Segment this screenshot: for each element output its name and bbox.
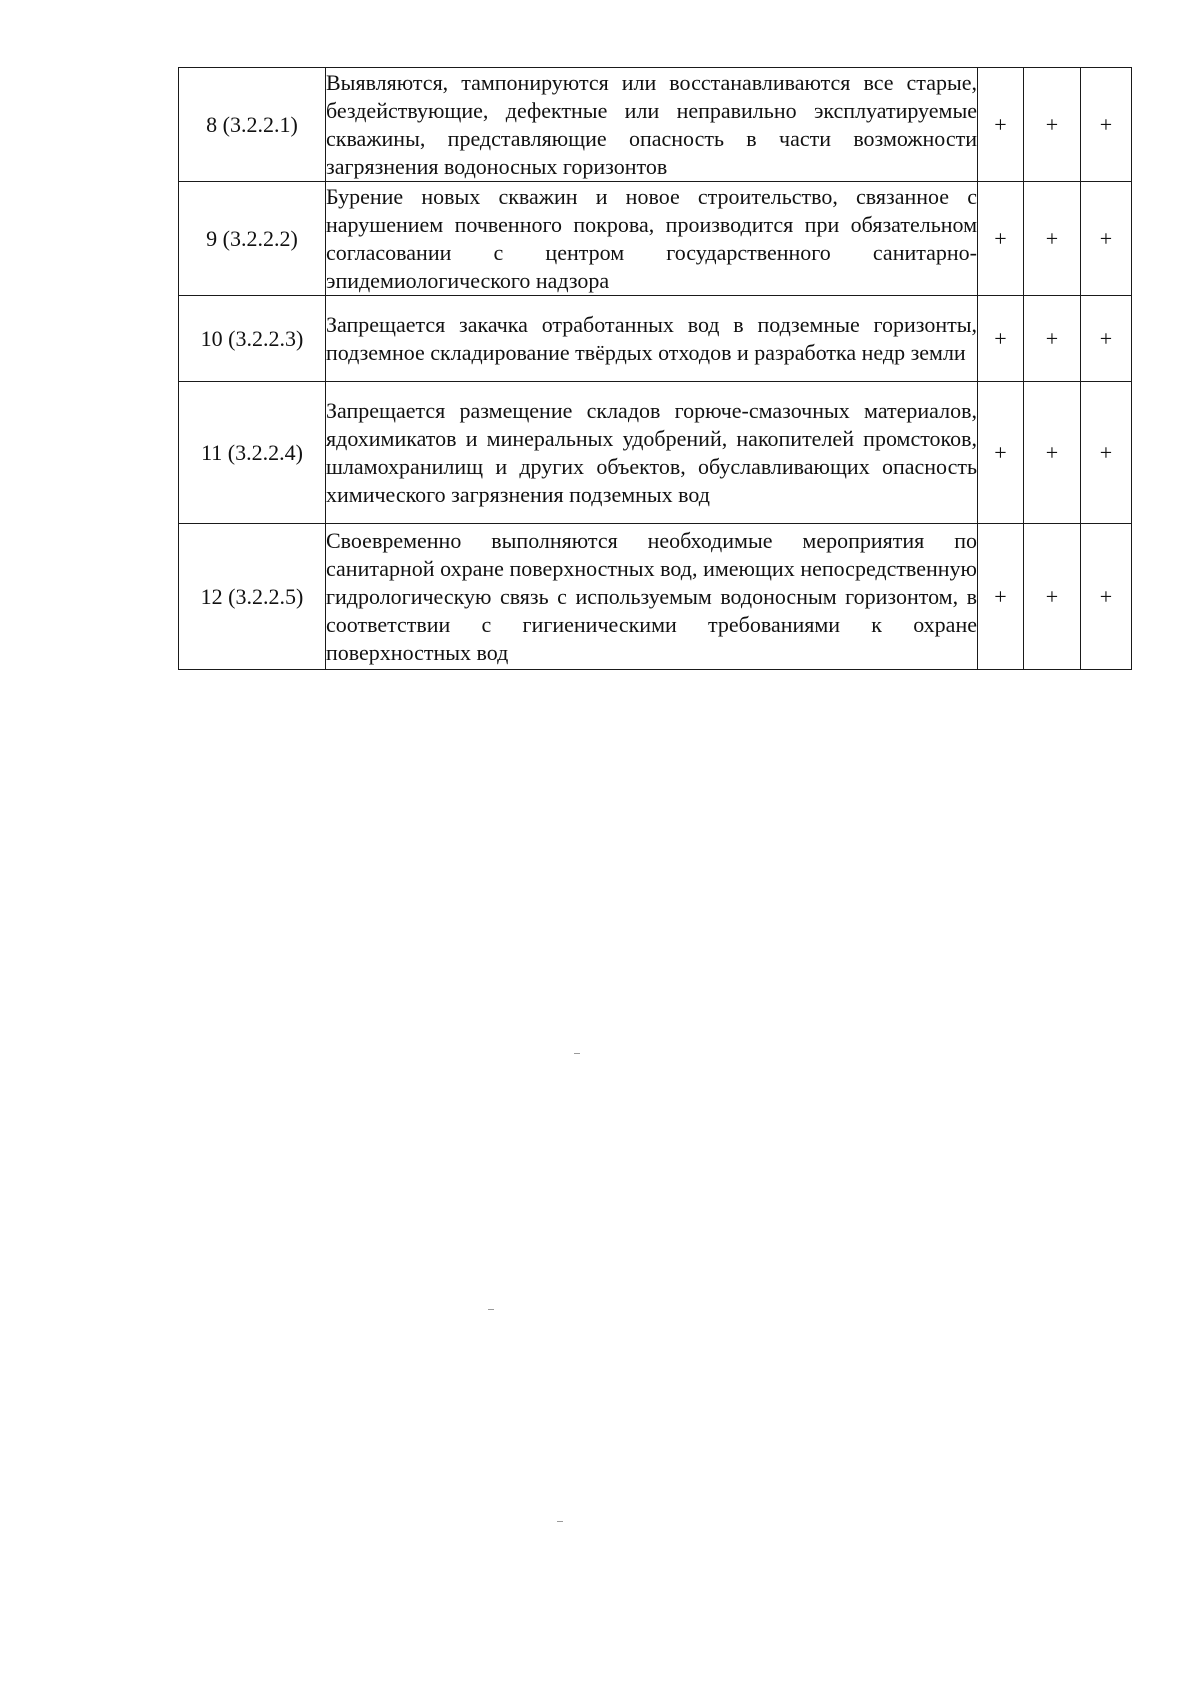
row-mark: + (978, 68, 1024, 182)
row-requirement-text: Выявляются, тампонируются или восстанавливаются все старые, бездействующие, дефектные или неправильно эксплуатируемые скважины, представляющие опасность в части возможности загрязнения водоносных горизонтов (326, 68, 978, 182)
scan-speck (488, 1309, 494, 1310)
row-requirement-text: Своевременно выполняются необходимые мероприятия по санитарной охране поверхностных вод, имеющих непосредственную гидрологическую связь с используемым водоносным горизонтом, в соответствии с гигиеническими требованиями к охране поверхностных вод (326, 524, 978, 670)
row-mark: + (1081, 296, 1132, 382)
table-row (179, 296, 1132, 382)
row-requirement-text: Запрещается размещение складов горюче-смазочных материалов, ядохимикатов и минеральных удобрений, накопителей промстоков, шламохранилищ и других объектов, обуславливающих опасность химического загрязнения подземных вод (326, 382, 978, 524)
row-mark: + (1024, 382, 1081, 524)
row-mark: + (1024, 182, 1081, 296)
table-row (179, 68, 1132, 182)
row-mark: + (1024, 524, 1081, 670)
row-mark: + (978, 296, 1024, 382)
scan-speck (574, 1053, 580, 1054)
row-mark: + (1081, 524, 1132, 670)
table-row (179, 182, 1132, 296)
row-number: 12 (3.2.2.5) (179, 524, 326, 670)
row-mark: + (1024, 296, 1081, 382)
requirements-table (178, 67, 1132, 670)
row-mark: + (978, 382, 1024, 524)
table-row (179, 524, 1132, 670)
row-mark: + (1081, 182, 1132, 296)
row-number: 9 (3.2.2.2) (179, 182, 326, 296)
row-number: 11 (3.2.2.4) (179, 382, 326, 524)
row-requirement-text: Бурение новых скважин и новое строительство, связанное с нарушением почвенного покрова, производится при обязательном согласовании с центром государственного санитарно-эпидемиологического надзора (326, 182, 978, 296)
row-mark: + (1081, 68, 1132, 182)
row-number: 10 (3.2.2.3) (179, 296, 326, 382)
row-requirement-text: Запрещается закачка отработанных вод в подземные горизонты, подземное складирование твёрдых отходов и разработка недр земли (326, 296, 978, 382)
row-mark: + (1081, 382, 1132, 524)
row-number: 8 (3.2.2.1) (179, 68, 326, 182)
row-mark: + (978, 524, 1024, 670)
table-row (179, 382, 1132, 524)
scan-speck (557, 1521, 563, 1522)
row-mark: + (978, 182, 1024, 296)
row-mark: + (1024, 68, 1081, 182)
